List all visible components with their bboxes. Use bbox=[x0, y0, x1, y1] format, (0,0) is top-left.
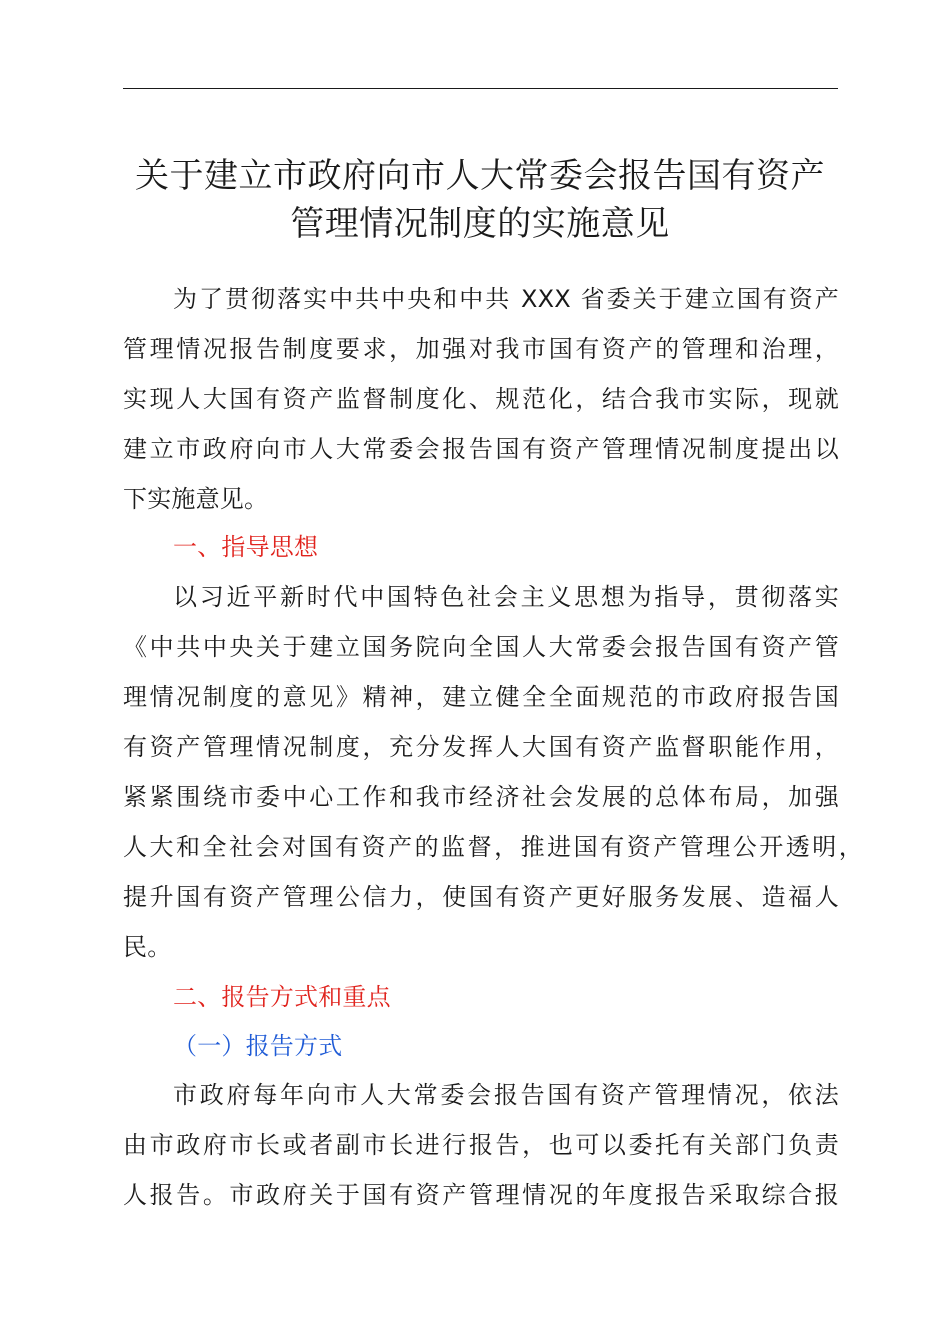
intro-line: 为了贯彻落实中共中央和中共 XXX 省委关于建立国有资产 bbox=[173, 285, 839, 313]
subsection1-line: 人报告。市政府关于国有资产管理情况的年度报告采取综合报 bbox=[123, 1181, 839, 1209]
section1-line: 《中共中央关于建立国务院向全国人大常委会报告国有资产管 bbox=[123, 633, 839, 661]
document-title-line-2: 管理情况制度的实施意见 bbox=[290, 204, 670, 244]
subsection1-line: 市政府每年向市人大常委会报告国有资产管理情况，依法 bbox=[173, 1081, 839, 1109]
intro-line: 建立市政府向市人大常委会报告国有资产管理情况制度提出以 bbox=[123, 435, 839, 463]
intro-line: 管理情况报告制度要求，加强对我市国有资产的管理和治理， bbox=[123, 335, 839, 363]
header-rule bbox=[123, 88, 838, 89]
section-heading-report-method: 二、报告方式和重点 bbox=[173, 983, 391, 1011]
section1-line: 以习近平新时代中国特色社会主义思想为指导，贯彻落实 bbox=[173, 583, 839, 611]
section1-line: 理情况制度的意见》精神，建立健全全面规范的市政府报告国 bbox=[123, 683, 839, 711]
intro-line: 实现人大国有资产监督制度化、规范化，结合我市实际，现就 bbox=[123, 385, 839, 413]
subsection-heading-report-method: （一）报告方式 bbox=[173, 1032, 343, 1060]
document-title-line-1: 关于建立市政府向市人大常委会报告国有资产 bbox=[135, 156, 825, 196]
subsection1-line: 由市政府市长或者副市长进行报告，也可以委托有关部门负责 bbox=[123, 1131, 839, 1159]
intro-line: 下实施意见。 bbox=[123, 485, 269, 513]
section1-line: 有资产管理情况制度，充分发挥人大国有资产监督职能作用， bbox=[123, 733, 839, 761]
section1-line: 提升国有资产管理公信力，使国有资产更好服务发展、造福人 bbox=[123, 883, 839, 911]
section1-line: 人大和全社会对国有资产的监督，推进国有资产管理公开透明， bbox=[123, 833, 863, 861]
section1-line: 民。 bbox=[123, 933, 172, 961]
section-heading-guiding-ideology: 一、指导思想 bbox=[173, 533, 319, 561]
section1-line: 紧紧围绕市委中心工作和我市经济社会发展的总体布局，加强 bbox=[123, 783, 839, 811]
